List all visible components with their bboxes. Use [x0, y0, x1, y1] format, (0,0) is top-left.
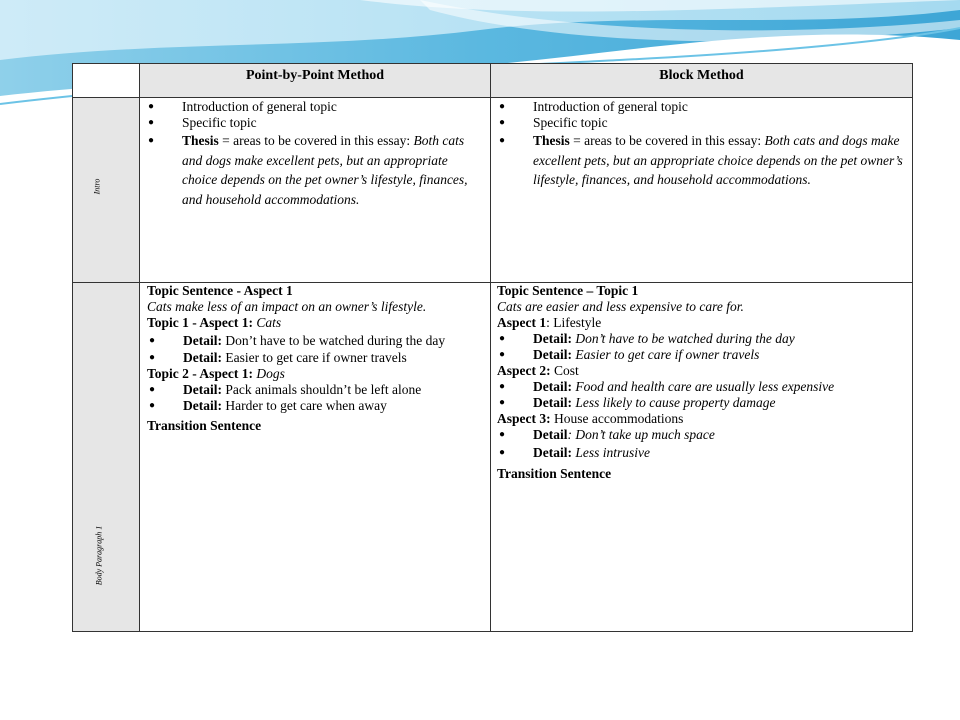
- topic-sentence-italic: Cats are easier and less expensive to care for.: [497, 299, 744, 314]
- body-block-cell: [491, 283, 912, 631]
- list-item: ● Thesis = areas to be covered in this essay: Both cats and dogs make excellent pets, but an appropriate choice depends on the pet owner’s lifestyle, finances, and household accommodations.: [146, 131, 484, 209]
- list-item: ● Detail: Don’t have to be watched during the day: [497, 331, 906, 347]
- list-item: ● Thesis = areas to be covered in this essay: Both cats and dogs make excellent pets, but an appropriate choice depends on the pet owner’s lifestyle, finances, and household accommodations.: [497, 131, 906, 190]
- table-corner-cell: [73, 64, 140, 98]
- aspect-line: Aspect 3: House accommodations: [497, 411, 684, 426]
- aspect-line: Aspect 2: Cost: [497, 363, 579, 378]
- comparison-table: [72, 63, 913, 632]
- topic-line: Topic 2 - Aspect 1: Dogs: [147, 366, 285, 381]
- list-item: ● Detail: Easier to get care if owner travels: [147, 350, 484, 366]
- topic-sentence: Topic Sentence - Aspect 1: [147, 283, 293, 298]
- list-item: ● Detail: Easier to get care if owner travels: [497, 347, 906, 363]
- list-item: ● Detail: Less likely to cause property damage: [497, 395, 906, 411]
- row-label-body-cell: [73, 283, 140, 631]
- aspect-line: Aspect 1: Lifestyle: [497, 315, 602, 330]
- list-item: ● Introduction of general topic: [497, 99, 906, 115]
- topic-sentence-italic: Cats make less of an impact on an owner’s lifestyle.: [147, 299, 427, 314]
- list-item: ● Detail: Harder to get care when away: [147, 398, 484, 414]
- row-label-intro-cell: [73, 98, 140, 283]
- transition-sentence: Transition Sentence: [497, 466, 612, 481]
- list-item: ● Detail: Food and health care are usually less expensive: [497, 379, 906, 395]
- topic-sentence: Topic Sentence – Topic 1: [497, 283, 639, 298]
- list-item: ● Detail: Don’t take up much space: [497, 427, 906, 443]
- row-label-intro: Intro: [92, 178, 102, 195]
- header-point-by-point: Point-by-Point Method: [140, 64, 491, 98]
- list-item: ● Detail: Less intrusive: [497, 443, 906, 462]
- intro-block-cell: [491, 98, 912, 283]
- header-block-method: Block Method: [491, 64, 912, 98]
- intro-point-by-point-cell: [140, 98, 491, 283]
- row-label-body: Body Paragraph 1: [94, 525, 104, 586]
- topic-line: Topic 1 - Aspect 1: Cats: [147, 315, 282, 330]
- list-item: ● Detail: Don’t have to be watched during the day: [147, 331, 484, 350]
- list-item: ● Introduction of general topic: [146, 99, 484, 115]
- body-point-by-point-cell: [140, 283, 491, 631]
- list-item: ● Detail: Pack animals shouldn’t be left alone: [147, 382, 484, 398]
- list-item: ● Specific topic: [146, 115, 484, 131]
- list-item: ● Specific topic: [497, 115, 906, 131]
- transition-sentence: Transition Sentence: [147, 418, 262, 433]
